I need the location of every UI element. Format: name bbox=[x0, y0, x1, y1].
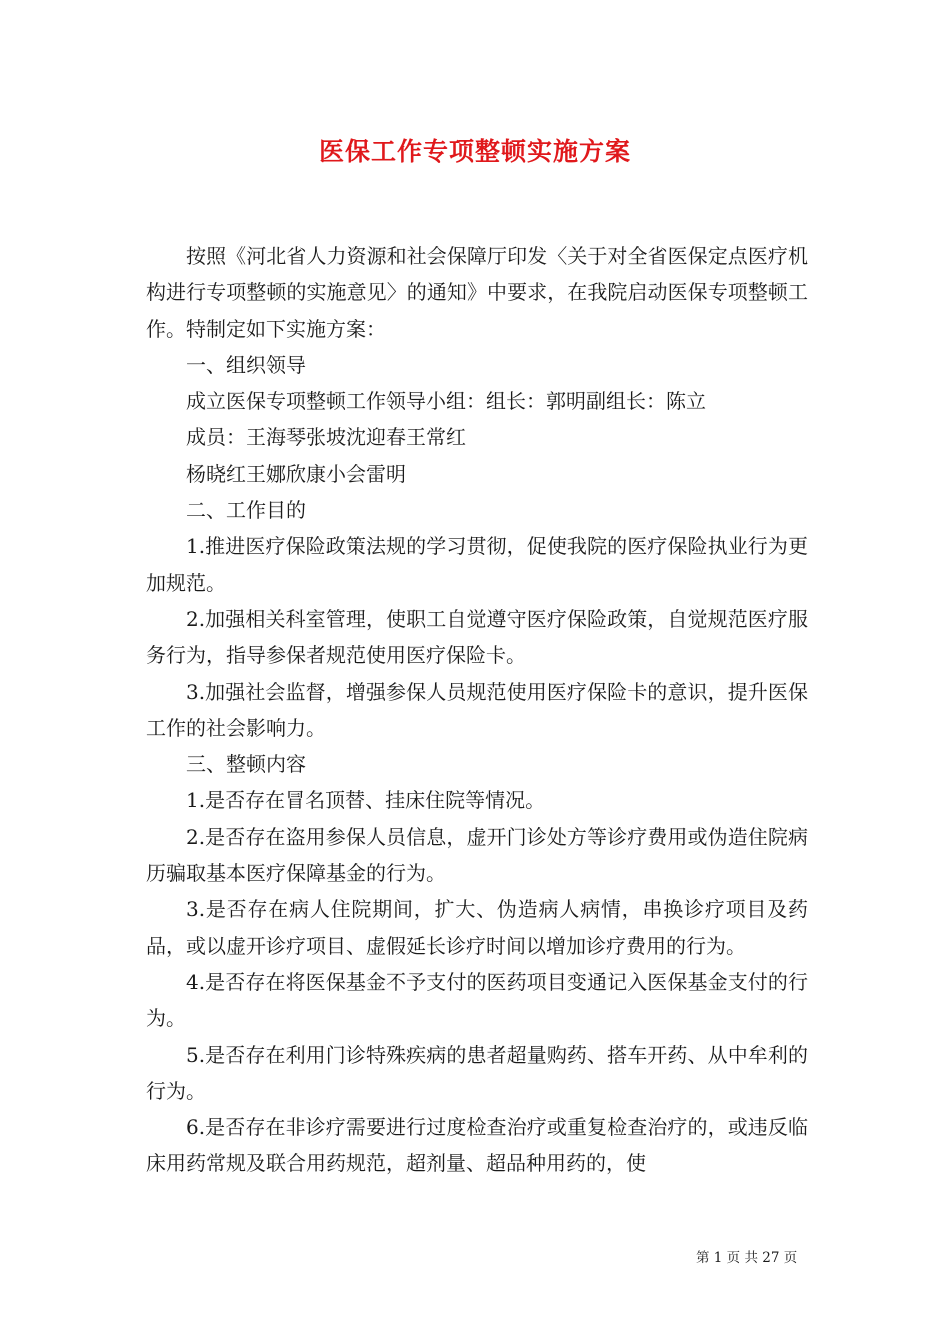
document-title: 医保工作专项整顿实施方案 bbox=[318, 137, 631, 166]
document-body bbox=[146, 238, 808, 1182]
paragraph-content-5: 5.是否存在利用门诊特殊疾病的患者超量购药、搭车开药、从中牟利的行为。 bbox=[146, 1042, 808, 1103]
paragraph-intro: 按照《河北省人力资源和社会保障厅印发〈关于对全省医保定点医疗机构进行专项整顿的实施意见〉的通知》中要求，在我院启动医保专项整顿工作。特制定如下实施方案： bbox=[146, 244, 808, 341]
paragraph-purpose-2: 2.加强相关科室管理，使职工自觉遵守医疗保险政策，自觉规范医疗服务行为，指导参保者规范使用医疗保险卡。 bbox=[146, 606, 808, 668]
section-heading-content: 三、整顿内容 bbox=[186, 752, 306, 777]
paragraph-purpose-3: 3.加强社会监督，增强参保人员规范使用医疗保险卡的意识，提升医保工作的社会影响力。 bbox=[146, 679, 808, 740]
page-number-footer: 第 1 页 共 27 页 bbox=[696, 1250, 798, 1266]
section-heading-purpose: 二、工作目的 bbox=[186, 498, 306, 523]
section-heading-organization: 一、组织领导 bbox=[186, 352, 306, 377]
paragraph-members-1: 成员：王海琴张坡沈迎春王常红 bbox=[186, 425, 466, 450]
paragraph-leadership-group: 成立医保专项整顿工作领导小组：组长：郭明副组长：陈立 bbox=[186, 389, 706, 414]
paragraph-purpose-1: 1.推进医疗保险政策法规的学习贯彻，促使我院的医疗保险执业行为更加规范。 bbox=[146, 534, 808, 595]
paragraph-content-3: 3.是否存在病人住院期间，扩大、伪造病人病情，串换诊疗项目及药品，或以虚开诊疗项目、虚假延长诊疗时间以增加诊疗费用的行为。 bbox=[146, 897, 808, 958]
paragraph-content-2: 2.是否存在盗用参保人员信息，虚开门诊处方等诊疗费用或伪造住院病历骗取基本医疗保障基金的行为。 bbox=[146, 824, 808, 886]
paragraph-content-6: 6.是否存在非诊疗需要进行过度检查治疗或重复检查治疗的，或违反临床用药常规及联合用药规范，超剂量、超品种用药的，使 bbox=[146, 1115, 808, 1176]
paragraph-content-1: 1.是否存在冒名顶替、挂床住院等情况。 bbox=[186, 788, 546, 813]
paragraph-content-4: 4.是否存在将医保基金不予支付的医药项目变通记入医保基金支付的行为。 bbox=[146, 969, 808, 1031]
paragraph-members-2: 杨晓红王娜欣康小会雷明 bbox=[186, 461, 406, 486]
